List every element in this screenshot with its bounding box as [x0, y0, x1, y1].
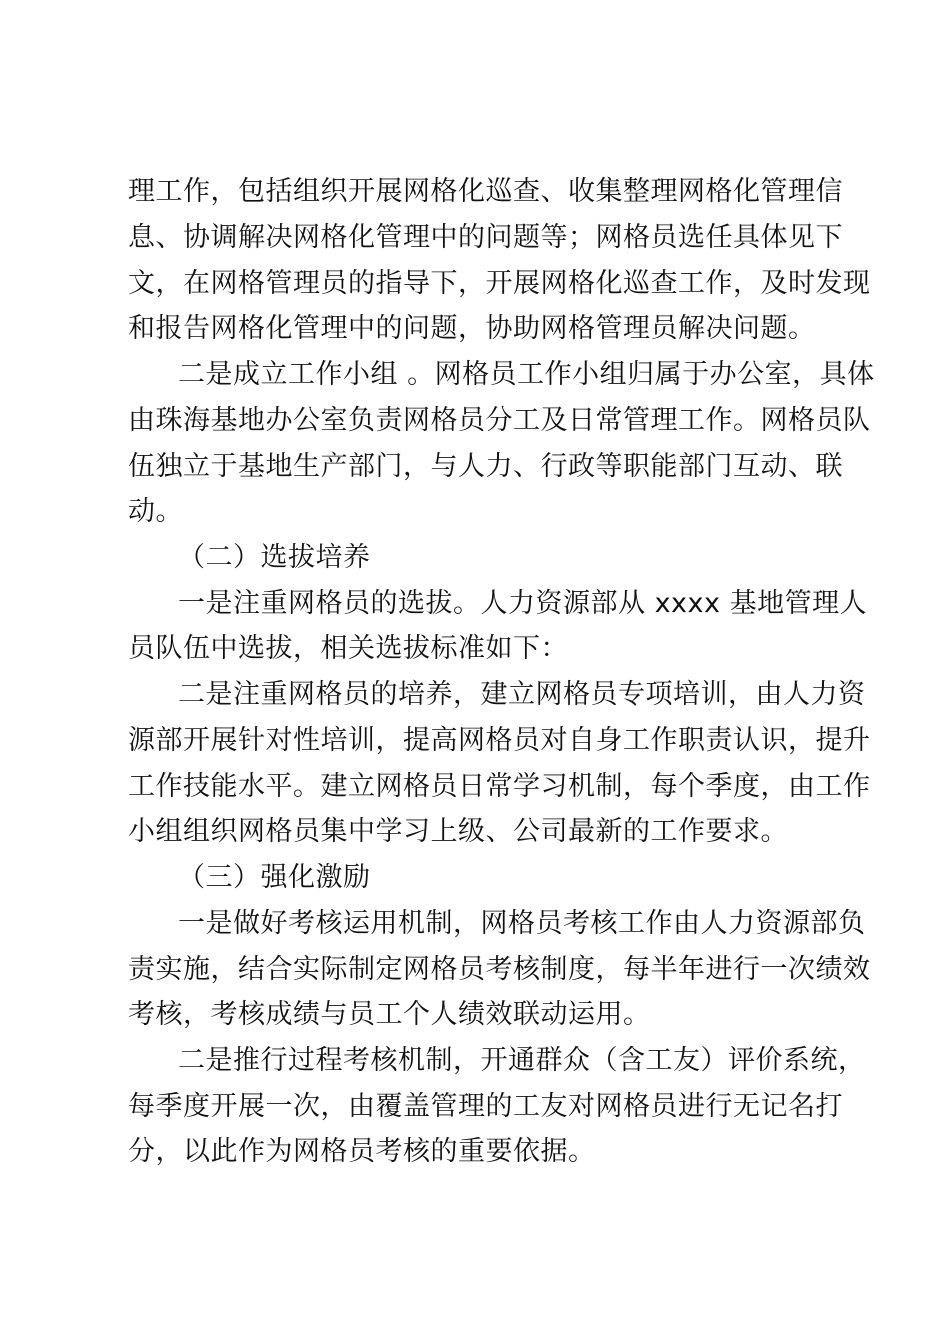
- section-heading: （三）强化激励: [178, 862, 371, 893]
- paragraph-first-line: 一是做好考核运用机制，网格员考核工作由人力资源部负: [178, 908, 866, 939]
- paragraph-first-line: 一是注重网格员的选拔。人力资源部从 xxxx 基地管理人: [178, 588, 868, 619]
- text-line: 伍独立于基地生产部门，与人力、行政等职能部门互动、联: [128, 451, 843, 482]
- paragraph-first-line: 二是推行过程考核机制，开通群众（含工友）评价系统，: [178, 1045, 866, 1076]
- text-line: 每季度开展一次，由覆盖管理的工友对网格员进行无记名打: [128, 1091, 843, 1122]
- text-line: 分，以此作为网格员考核的重要依据。: [128, 1136, 596, 1167]
- paragraph-first-line: 二是注重网格员的培养，建立网格员专项培训，由人力资: [178, 679, 866, 710]
- text-line: 小组组织网格员集中学习上级、公司最新的工作要求。: [128, 816, 788, 847]
- text-line: 源部开展针对性培训，提高网格员对自身工作职责认识，提升: [128, 725, 871, 756]
- paragraph-first-line: 二是成立工作小组 。网格员工作小组归属于办公室，具体: [178, 359, 875, 390]
- text-line: 和报告网格化管理中的问题，协助网格管理员解决问题。: [128, 313, 816, 344]
- text-line: 动。: [128, 496, 183, 527]
- text-line: 理工作，包括组织开展网格化巡查、收集整理网格化管理信: [128, 176, 843, 207]
- section-heading: （二）选拔培养: [178, 542, 371, 573]
- text-line: 由珠海基地办公室负责网格员分工及日常管理工作。网格员队: [128, 405, 871, 436]
- text-line: 工作技能水平。建立网格员日常学习机制，每个季度，由工作: [128, 771, 871, 802]
- text-line: 息、协调解决网格化管理中的问题等；网格员选任具体见下: [128, 222, 843, 253]
- text-line: 考核，考核成绩与员工个人绩效联动运用。: [128, 999, 651, 1030]
- text-line: 文，在网格管理员的指导下，开展网格化巡查工作，及时发现: [128, 268, 871, 299]
- text-line: 责实施，结合实际制定网格员考核制度，每半年进行一次绩效: [128, 954, 871, 985]
- text-line: 员队伍中选拔，相关选拔标准如下：: [128, 633, 568, 664]
